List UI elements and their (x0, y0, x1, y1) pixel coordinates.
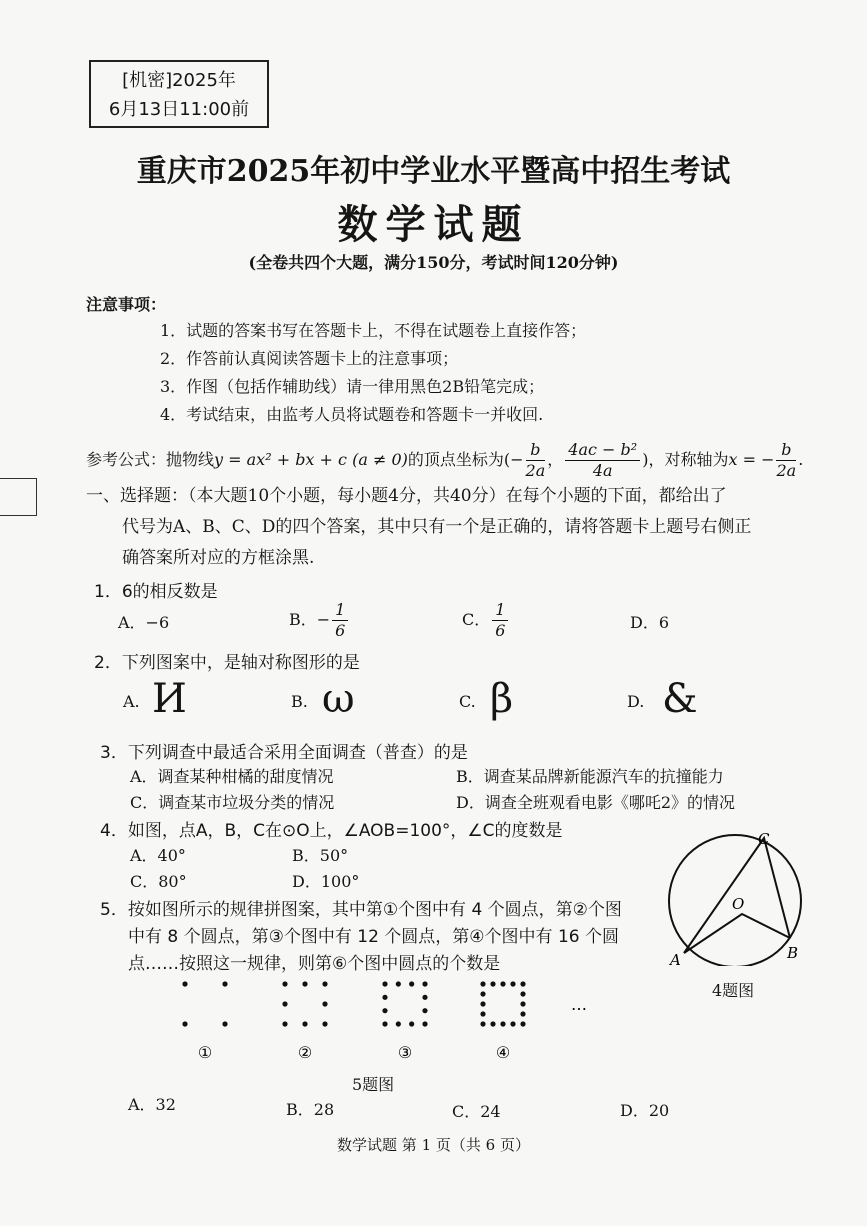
pattern-dot (480, 981, 485, 986)
pattern-label-3: ③ (397, 1043, 413, 1062)
q2-option-a-label: A. (123, 692, 140, 711)
reference-equation: y = ax² + bx + c (a ≠ 0) (214, 450, 408, 469)
pattern-dot (302, 981, 307, 986)
q4-option-c: C．80° (130, 872, 187, 891)
pattern-dot (520, 991, 525, 996)
q3-option-a: A．调查某种柑橘的甜度情况 (130, 767, 334, 786)
q5-line-1: 5．按如图所示的规律拼图案，其中第①个图中有 4 个圆点，第②个图 (100, 900, 622, 920)
q5-line-2: 中有 8 个圆点，第③个图中有 12 个圆点，第④个图中有 16 个圆 (128, 927, 619, 947)
pattern-dot (510, 1021, 515, 1026)
q2-option-c-label: C. (459, 692, 476, 711)
pattern-dot (382, 995, 387, 1000)
pattern-dot (322, 981, 327, 986)
pattern-4 (480, 981, 525, 1026)
q2-option-b-label: B. (291, 692, 308, 711)
label-o: O (732, 895, 745, 913)
exam-subtitle: (全卷共四个大题，满分150分，考试时间120分钟) (248, 253, 619, 272)
pattern-dot (222, 1021, 227, 1026)
confidential-line-1: [机密]2025年 (122, 70, 236, 91)
pattern-dot (520, 1001, 525, 1006)
confidential-box (89, 60, 269, 128)
q1-stem: 1．6的相反数是 (94, 582, 218, 602)
section1-line-3: 确答案所对应的方框涂黑. (122, 548, 315, 568)
q3-option-b: B．调查某品牌新能源汽车的抗撞能力 (456, 767, 724, 786)
pattern-dot (490, 1021, 495, 1026)
q4-option-d: D．100° (292, 872, 360, 891)
pattern-3 (382, 981, 427, 1026)
q2-stem: 2．下列图案中，是轴对称图形的是 (94, 653, 360, 673)
q5-option-b: B．28 (286, 1100, 335, 1119)
q2-option-b-symbol: ω (322, 676, 355, 722)
q3-stem: 3．下列调查中最适合采用全面调查（普查）的是 (100, 743, 468, 763)
subject-title: 数学试题 (337, 201, 530, 248)
pattern-dot (422, 995, 427, 1000)
pattern-2 (282, 981, 327, 1026)
reference-prefix: 参考公式：抛物线 (86, 450, 215, 469)
q5-option-c: C．24 (452, 1102, 501, 1121)
label-a: A (670, 951, 681, 966)
q5-dot-pattern-figure (175, 978, 615, 1068)
pattern-dot (409, 981, 414, 986)
pattern-dot (490, 981, 495, 986)
pattern-dot (182, 1021, 187, 1026)
q2-option-c-symbol: β (490, 676, 514, 722)
confidential-line-2: 6月13日11:00前 (108, 99, 250, 120)
pattern-dot (382, 1021, 387, 1026)
q4-stem: 4．如图，点A，B，C在⊙O上，∠AOB=100°，∠C的度数是 (100, 821, 563, 841)
notes-heading: 注意事项： (86, 295, 167, 314)
note-item-3: 3．作图（包括作辅助线）请一律用黑色2B铅笔完成； (160, 377, 545, 396)
pattern-1 (182, 981, 227, 1026)
pattern-dot (520, 981, 525, 986)
q2-option-d-symbol: & (662, 676, 698, 722)
angle-aob-lines (684, 914, 790, 953)
pattern-label-1: ① (197, 1043, 213, 1062)
pattern-dot (282, 981, 287, 986)
q5-option-d: D．20 (620, 1101, 670, 1120)
q1-option-d: D．6 (630, 613, 670, 632)
pattern-dot (480, 1021, 485, 1026)
pattern-dot (422, 1008, 427, 1013)
pattern-dot (382, 981, 387, 986)
axis-fraction: $\frac{b}{2a}$ (776, 440, 797, 480)
pattern-dot (480, 1011, 485, 1016)
q2-option-a-symbol: И (152, 676, 187, 722)
pattern-dot (510, 981, 515, 986)
pattern-ellipsis: … (571, 995, 587, 1014)
pattern-label-2: ② (297, 1043, 313, 1062)
vertex-x-fraction: $\frac{b}{2a}$ (525, 440, 546, 480)
pattern-dot (322, 1001, 327, 1006)
q5-option-a: A．32 (128, 1095, 176, 1114)
pattern-dot (422, 981, 427, 986)
exam-title: 重庆市2025年初中学业水平暨高中招生考试 (136, 154, 731, 189)
pattern-dot (222, 981, 227, 986)
q1-option-a: A．−6 (118, 613, 170, 632)
pattern-dot (322, 1021, 327, 1026)
pattern-dot (396, 1021, 401, 1026)
pattern-dot (480, 991, 485, 996)
pattern-dot (396, 981, 401, 986)
note-item-2: 2．作答前认真阅读答题卡上的注意事项； (160, 349, 459, 368)
page-edge-mark (0, 478, 37, 516)
q4-option-b: B．50° (292, 846, 349, 865)
pattern-dot (520, 1011, 525, 1016)
reference-vertex-label: 的顶点坐标为 (407, 450, 504, 469)
section1-line-2: 代号为A、B、C、D的四个答案，其中只有一个是正确的，请将答题卡上题号右侧正 (122, 517, 752, 537)
pattern-dot (282, 1021, 287, 1026)
pattern-dot (520, 1021, 525, 1026)
pattern-dot (500, 981, 505, 986)
reference-axis-label: ，对称轴为 (648, 450, 729, 469)
pattern-dot (409, 1021, 414, 1026)
note-item-4: 4．考试结束，由监考人员将试题卷和答题卡一并收回. (160, 405, 544, 424)
pattern-dot (422, 1021, 427, 1026)
reference-axis-eq: x = − (728, 450, 775, 469)
pattern-label-4: ④ (495, 1043, 511, 1062)
pattern-dot (382, 1008, 387, 1013)
q4-figure-caption: 4题图 (712, 981, 755, 1000)
label-c: C (758, 830, 770, 848)
q3-option-c: C．调查某市垃圾分类的情况 (130, 793, 335, 812)
q4-circle-figure (660, 826, 810, 966)
note-item-1: 1．试题的答案书写在答题卡上，不得在试题卷上直接作答； (160, 321, 587, 340)
q5-line-3: 点……按照这一规律，则第⑥个图中圆点的个数是 (128, 954, 501, 974)
q3-option-d: D．调查全班观看电影《哪吒2》的情况 (456, 793, 736, 812)
q1-option-c: C． $\frac{1}{6}$ (462, 600, 510, 641)
vertex-y-fraction: $\frac{\text{4ac − b²}}{4a}$ (565, 440, 640, 481)
section1-line-1: 一、选择题：（本大题10个小题，每小题4分，共40分）在每个小题的下面，都给出了 (86, 486, 727, 506)
pattern-dot (302, 1021, 307, 1026)
label-b: B (787, 944, 799, 962)
q4-option-a: A．40° (130, 846, 186, 865)
q2-option-d-label: D. (627, 692, 645, 711)
pattern-dot (480, 1001, 485, 1006)
reference-formula: 参考公式：抛物线y = ax² + bx + c (a ≠ 0)的顶点坐标为(− $\frac{b}{2a}$ ， $\frac{\text{4ac − b²}}{4a}$ )，对称轴为x = − $\frac{b}{2a}$ . (86, 440, 804, 480)
q1-option-b: B．− $\frac{1}{6}$ (289, 600, 350, 641)
pattern-dot (500, 1021, 505, 1026)
pattern-dot (282, 1001, 287, 1006)
q5-figure-caption: 5题图 (352, 1075, 395, 1094)
page-footer: 数学试题 第 1 页（共 6 页） (337, 1136, 530, 1154)
pattern-dot (182, 981, 187, 986)
